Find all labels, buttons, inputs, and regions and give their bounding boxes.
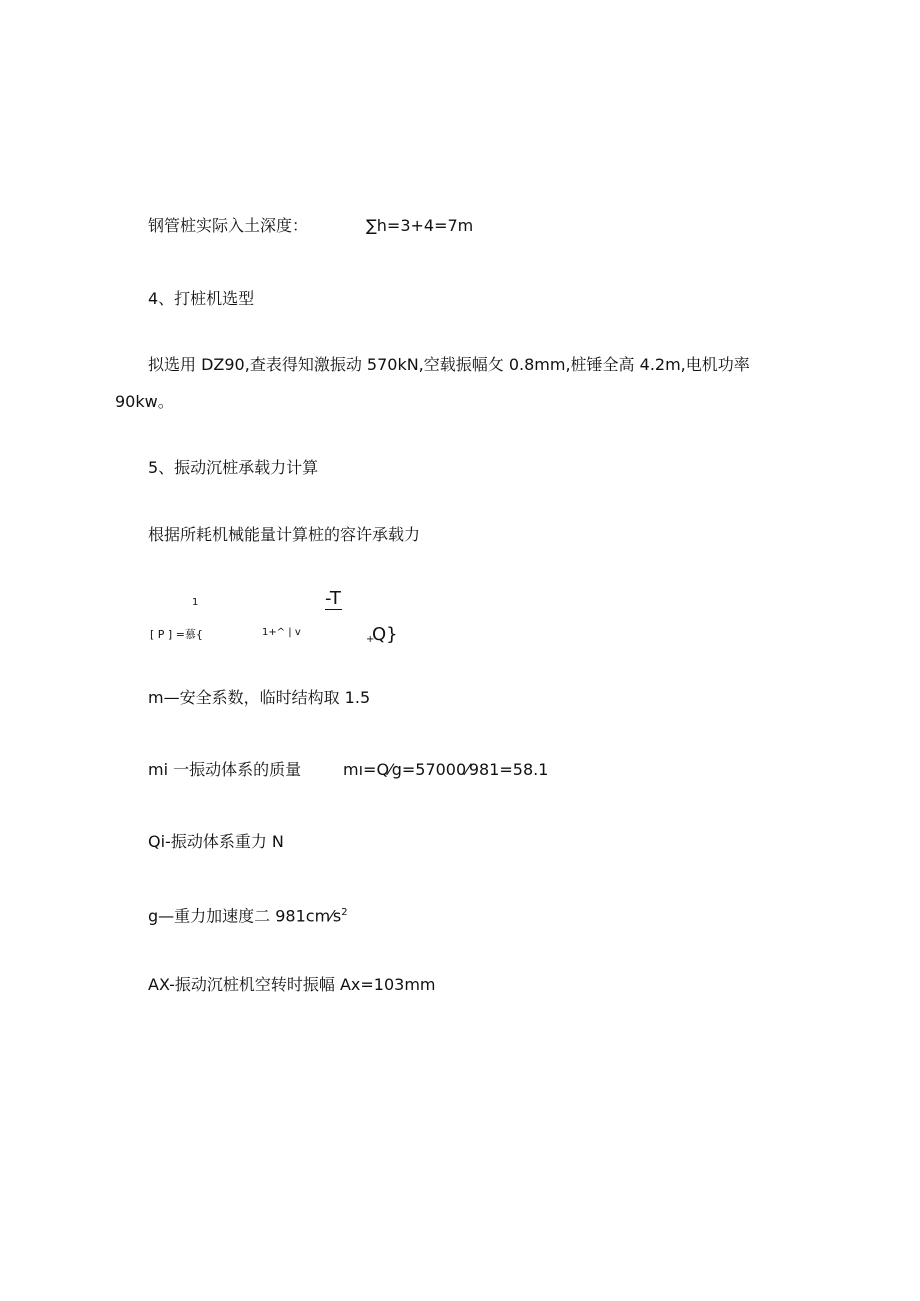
depth-value: ∑h=3+4=7m xyxy=(366,216,474,235)
definition-ax: AX-振动沉桩机空转时振幅 Ax=103mm xyxy=(148,975,436,994)
section4-body-line2: 90kw。 xyxy=(115,392,174,411)
formula-mid: 1+^ | v xyxy=(262,627,301,638)
definition-m: m—安全系数，临时结构取 1.5 xyxy=(148,688,371,707)
definition-mi-label: mi 一振动体系的质量 xyxy=(148,760,302,779)
definition-mi-value: mı=Q⁄g=57000⁄981=58.1 xyxy=(343,760,549,779)
formula-fraction-top: -T xyxy=(325,588,341,609)
formula-fraction-bar xyxy=(325,609,342,610)
section5-heading: 5、振动沉桩承载力计算 xyxy=(148,458,319,477)
formula-rhs-sub: + xyxy=(366,634,375,645)
section4-heading: 4、打桩机选型 xyxy=(148,289,255,308)
definition-qi: Qi-振动体系重力 N xyxy=(148,832,284,851)
depth-label: 钢管桩实际入土深度： xyxy=(148,216,309,235)
definition-g-text: g—重力加速度二 981cm⁄s xyxy=(148,906,342,926)
formula-numerator-small: 1 xyxy=(192,597,199,608)
section5-intro: 根据所耗机械能量计算桩的容许承载力 xyxy=(148,525,421,544)
definition-g xyxy=(148,903,348,926)
definition-g-superscript: 2 xyxy=(341,907,348,918)
formula-rhs: Q} xyxy=(372,624,398,645)
section4-body-line1: 拟选用 DZ90,查表得知激振动 570kN,空载振幅攵 0.8mm,桩锤全高 4.2m,电机功率 xyxy=(148,355,750,374)
formula-lhs: [ P ] =慕{ xyxy=(150,628,203,641)
